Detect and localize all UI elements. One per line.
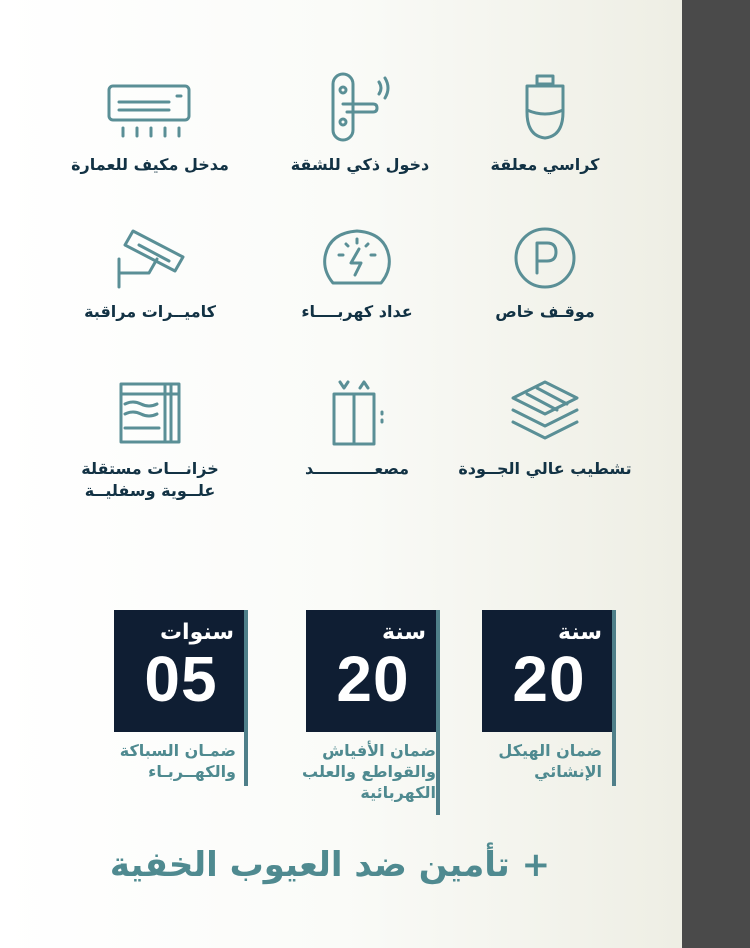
feature-label: تشطيب عالي الجــودة xyxy=(458,459,632,478)
parking-icon xyxy=(510,225,580,291)
headline: + تأمين ضد العيوب الخفية xyxy=(109,845,551,885)
warranty-number: 20 xyxy=(512,643,586,715)
toilet-icon xyxy=(515,72,575,144)
feature-label: كراسي معلقة xyxy=(490,155,600,174)
warranty-accent-bar xyxy=(436,610,440,815)
warranty-number: 20 xyxy=(336,643,410,715)
warranty-unit: سنوات xyxy=(159,620,234,645)
feature-private-parking xyxy=(450,225,640,323)
feature-security-cameras xyxy=(55,225,245,323)
feature-high-quality-finishing xyxy=(450,378,640,480)
warranty-text: ضمان الهيكل الإنشائي xyxy=(498,741,602,781)
feature-label: مصعـــــــــــد xyxy=(304,459,410,478)
warranty-number: 05 xyxy=(144,643,218,715)
side-band xyxy=(682,0,750,948)
feature-label: خزانـــات مستقلة علــوية وسفليــة xyxy=(81,459,219,500)
elevator-icon xyxy=(322,378,392,448)
feature-smart-entry xyxy=(265,72,455,176)
feature-label: عداد كهربــــاء xyxy=(301,302,413,321)
warranty-accent-bar xyxy=(244,610,248,786)
feature-elevator xyxy=(262,378,452,480)
warranty-accent-bar xyxy=(612,610,616,786)
feature-label: كاميــرات مراقبة xyxy=(84,302,216,321)
warranty-unit: سنة xyxy=(382,620,426,645)
warranty-box xyxy=(306,610,440,732)
warranty-box xyxy=(482,610,616,732)
warranty-unit: سنة xyxy=(558,620,602,645)
security-camera-icon xyxy=(105,225,195,291)
electric-meter-icon xyxy=(319,225,395,291)
warranty-plumbing xyxy=(108,610,248,782)
feature-label: مدخل مكيف للعمارة xyxy=(71,155,229,174)
feature-water-tanks xyxy=(55,378,245,502)
air-conditioner-icon xyxy=(105,72,195,144)
feature-ac-entrance xyxy=(55,72,245,176)
warranty-text: ضمان الأفياش والقواطع والعلب الكهربائية xyxy=(302,741,436,802)
warranty-box xyxy=(114,610,248,732)
smart-lock-icon xyxy=(325,72,395,144)
feature-label: دخول ذكي للشقة xyxy=(290,155,430,174)
feature-suspended-toilets xyxy=(450,72,640,176)
feature-label: موقـف خاص xyxy=(495,302,595,321)
warranty-electrical xyxy=(300,610,440,803)
feature-electric-meter xyxy=(262,225,452,323)
warranty-text: ضمـان السباكة والكهــربـاء xyxy=(119,741,236,781)
water-tank-icon xyxy=(115,378,185,448)
warranty-structure xyxy=(476,610,616,782)
layers-icon xyxy=(507,378,583,448)
